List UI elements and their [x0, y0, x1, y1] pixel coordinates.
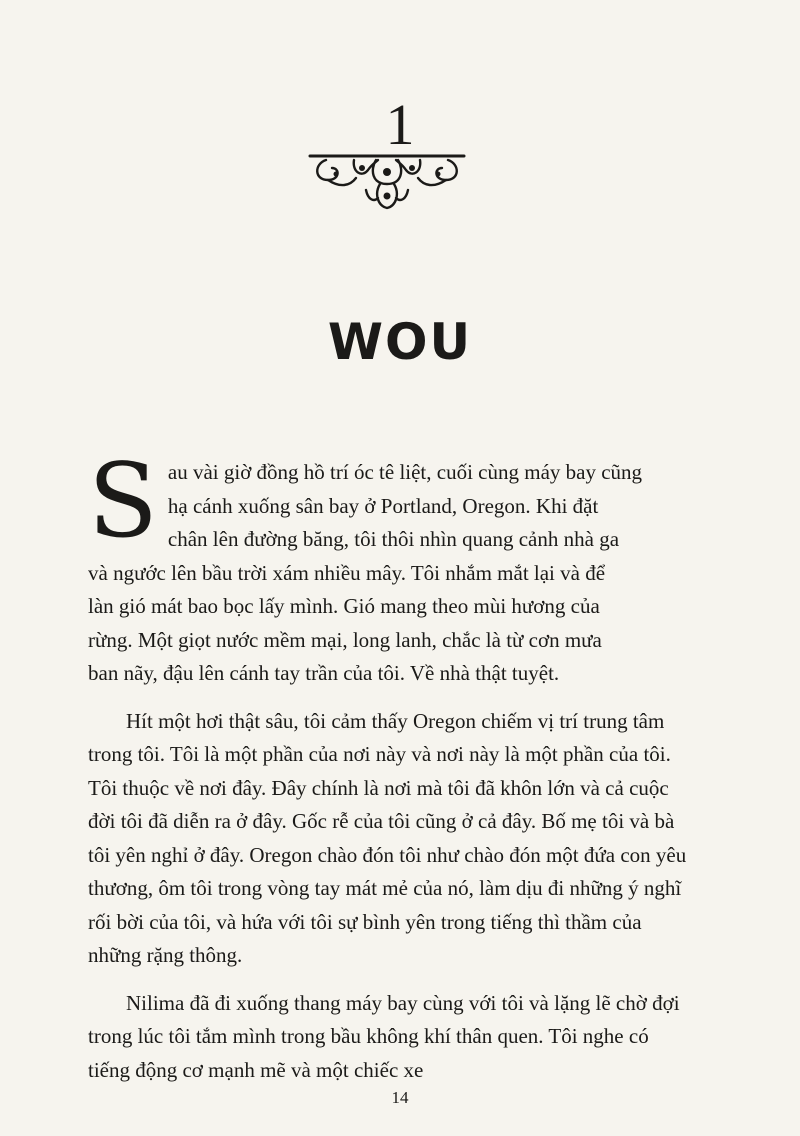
text-line: làn gió mát bao bọc lấy mình. Gió mang theo mùi hương của	[88, 594, 600, 618]
text-line: ban nãy, đậu lên cánh tay trần của tôi. Về nhà thật tuyệt.	[88, 661, 560, 685]
text-line: chân lên đường băng, tôi thôi nhìn quang cảnh nhà ga	[167, 527, 620, 551]
page-number: 14	[391, 1088, 409, 1107]
chapter-number: 1	[385, 92, 415, 157]
paragraph: Nilima đã đi xuống thang máy bay cùng với tôi và lặng lẽ chờ đợi trong lúc tôi tắm mình trong bầu không khí thân quen. Tôi nghe có tiếng động cơ mạnh mẽ và một chiếc xe	[88, 990, 680, 1082]
paragraph	[88, 442, 694, 691]
text-line: hạ cánh xuống sân bay ở Portland, Oregon. Khi đặt	[167, 493, 599, 518]
paragraph: Hít một hơi thật sâu, tôi cảm thấy Oregon chiếm vị trí trung tâm trong tôi. Tôi là một phần của nơi này và nơi này là một phần của tôi. Tôi thuộc về nơi đây. Đây chính là nơi mà tôi đã khôn lớn và cả cuộc đời tôi đã diễn ra ở đây. Gốc rễ của tôi cũng ở cả đây. Bố mẹ tôi và bà tôi yên nghỉ ở đây. Oregon chào đón tôi như chào đón một đứa con yêu thương, ôm tôi trong vòng tay mát mẻ của nó, làm dịu đi những ý nghĩ rối bời của tôi, và hứa với tôi sự bình yên trong tiếng thì thầm của những rặng thông.	[88, 708, 687, 967]
text-line: rừng. Một giọt nước mềm mại, long lanh, chắc là từ cơn mưa	[88, 627, 602, 652]
drop-cap: S	[88, 442, 158, 561]
chapter-body	[88, 442, 694, 1101]
text-line: au vài giờ đồng hồ trí óc tê liệt, cuối cùng máy bay cũng	[167, 460, 643, 484]
floral-ornament-icon	[306, 150, 468, 216]
chapter-title: WOU	[327, 313, 473, 371]
text-line: và ngước lên bầu trời xám nhiều mây. Tôi nhắm mắt lại và để	[88, 560, 606, 585]
